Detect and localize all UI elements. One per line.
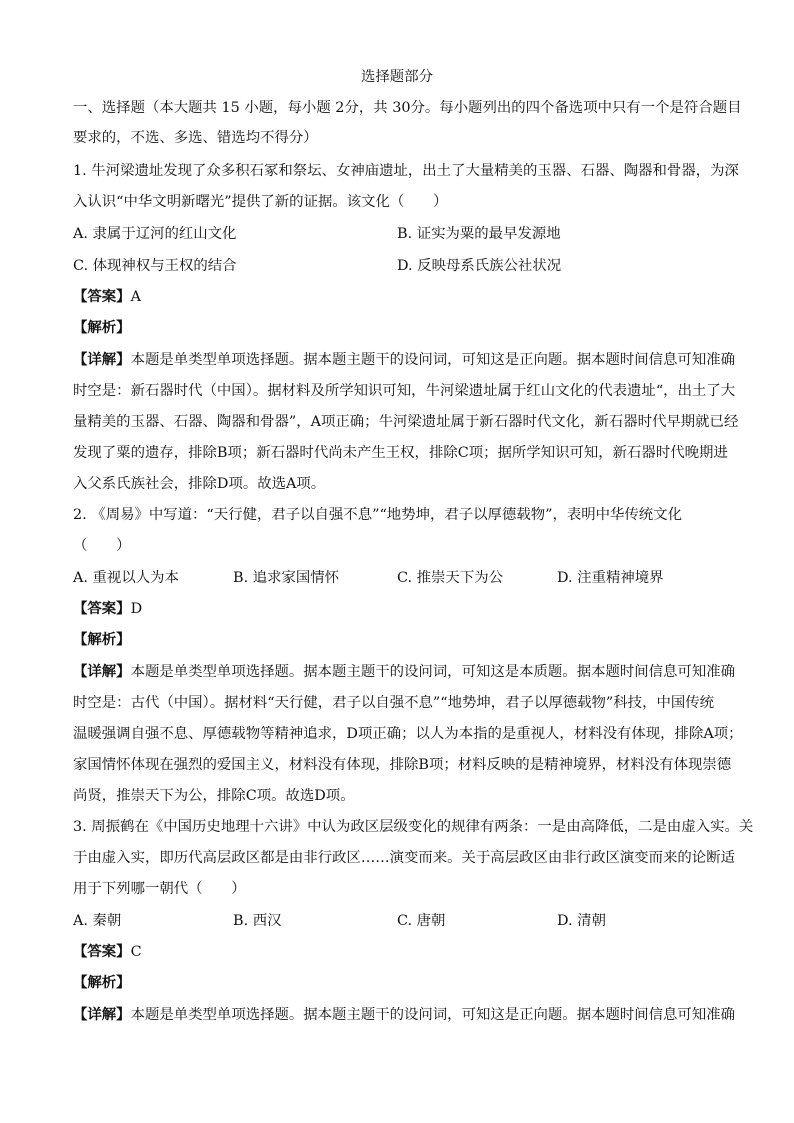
instructions-line-1: 一、选择题（本大题共 15 小题，每小题 2分，共 30分。每小题列出的四个备选项中只有一个是符合题目: [73, 100, 742, 116]
q1-answer-label: 【答案】: [73, 288, 131, 305]
q1-analysis-row: [73, 318, 733, 338]
q3-stem-line-3: 用于下列哪一朝代（ ）: [73, 881, 246, 897]
q3-answer: C: [130, 944, 142, 960]
q2-detail-line-3: 温暖强调自强不息、厚德载物等精神追求，D项正确；以人为本指的是重视人，材料没有体现，排除A项；: [73, 726, 743, 742]
q2-detail-label: 【详解】: [73, 663, 131, 680]
q1-option-a: A. 隶属于辽河的红山文化: [73, 226, 237, 242]
q1-answer-row: [73, 287, 733, 307]
q2-detail-line-1: [73, 662, 733, 682]
q3-stem-line-1: 3. 周振鹤在《中国历史地理十六讲》中认为政区层级变化的规律有两条：一是由高降低，二是由虚入实。关: [73, 819, 754, 835]
q1-detail-line-1: [73, 350, 733, 370]
q2-answer-label: 【答案】: [73, 600, 131, 617]
q2-analysis-row: [73, 630, 733, 650]
q2-stem-line-2: （ ）: [73, 538, 131, 554]
q2-detail-line-4: 家国情怀体现在强烈的爱国主义，材料没有体现，排除B项；材料反映的是精神境界，材料没有体现崇德: [73, 757, 732, 773]
q3-answer-label: 【答案】: [73, 943, 131, 960]
q3-option-a: A. 秦朝: [73, 913, 122, 929]
q1-option-b: B. 证实为粟的最早发源地: [397, 226, 561, 242]
q3-option-b: B. 西汉: [233, 913, 282, 929]
q1-detail-line-5: 入父系氏族社会，排除D项。故选A项。: [73, 476, 326, 492]
q1-answer: A: [130, 289, 141, 305]
instructions-line-2: 要求的，不选、多选、错选均不得分）: [73, 130, 318, 146]
section-title: 选择题部分: [361, 69, 433, 85]
q2-detail-line-2: 时空是：古代（中国）。据材料“天行健，君子以自强不息”“地势坤，君子以厚德载物”科技，中国传统: [73, 695, 715, 711]
q1-detail-line-3: 量精美的玉器、石器、陶器和骨器”，A项正确；牛河梁遗址属于新石器时代文化，新石器时代早期就已经: [73, 414, 739, 430]
q2-stem-line-1: 2. 《周易》中写道：“天行健，君子以自强不息”“地势坤，君子以厚德载物”，表明中华传统文化: [73, 507, 682, 523]
q3-analysis-label: 【解析】: [73, 974, 131, 991]
q1-detail-text-1: 本题是单类型单项选择题。据本题主题干的设问词，可知这是正向题。据本题时间信息可知准确: [130, 352, 735, 368]
q1-detail-line-2: 时空是：新石器时代（中国）。据材料及所学知识可知，牛河梁遗址属于红山文化的代表遗址“，出土了大: [73, 383, 736, 399]
q1-option-c: C. 体现神权与王权的结合: [73, 258, 237, 274]
q2-option-d: D. 注重精神境界: [557, 570, 664, 586]
q1-stem-line-2: 入认识“中华文明新曙光”提供了新的证据。该文化（ ）: [73, 194, 448, 210]
q1-detail-line-4: 发现了粟的遗存，排除B项；新石器时代尚未产生王权，排除C项；据所学知识可知，新石器时代晚期进: [73, 445, 728, 461]
q3-detail-line-1: [73, 1005, 733, 1025]
q1-analysis-label: 【解析】: [73, 319, 131, 336]
q2-answer-row: [73, 599, 733, 619]
q3-option-c: C. 唐朝: [397, 913, 446, 929]
q2-analysis-label: 【解析】: [73, 631, 131, 648]
q3-option-d: D. 清朝: [557, 913, 606, 929]
q3-analysis-row: [73, 973, 733, 993]
q3-detail-label: 【详解】: [73, 1006, 131, 1023]
q2-answer: D: [130, 601, 143, 617]
q3-stem-line-2: 于由虚入实，即历代高层政区都是由非行政区……演变而来。关于高层政区由非行政区演变而来的论断适: [73, 850, 735, 866]
q2-detail-text-1: 本题是单类型单项选择题。据本题主题干的设问词，可知这是本质题。据本题时间信息可知准确: [130, 664, 735, 680]
q1-detail-label: 【详解】: [73, 351, 131, 368]
q2-option-a: A. 重视以人为本: [73, 570, 179, 586]
q1-option-d: D. 反映母系氏族公社状况: [397, 258, 562, 274]
q2-detail-line-5: 尚贤，推崇天下为公，排除C项。故选D项。: [73, 788, 355, 804]
q2-option-b: B. 追求家国情怀: [233, 570, 340, 586]
q3-detail-text-1: 本题是单类型单项选择题。据本题主题干的设问词，可知这是正向题。据本题时间信息可知准确: [130, 1007, 735, 1023]
q1-stem-line-1: 1. 牛河梁遗址发现了众多积石冢和祭坛、女神庙遗址，出土了大量精美的玉器、石器、陶器和骨器，为深: [73, 163, 739, 179]
q3-answer-row: [73, 942, 733, 962]
q2-option-c: C. 推崇天下为公: [397, 570, 503, 586]
